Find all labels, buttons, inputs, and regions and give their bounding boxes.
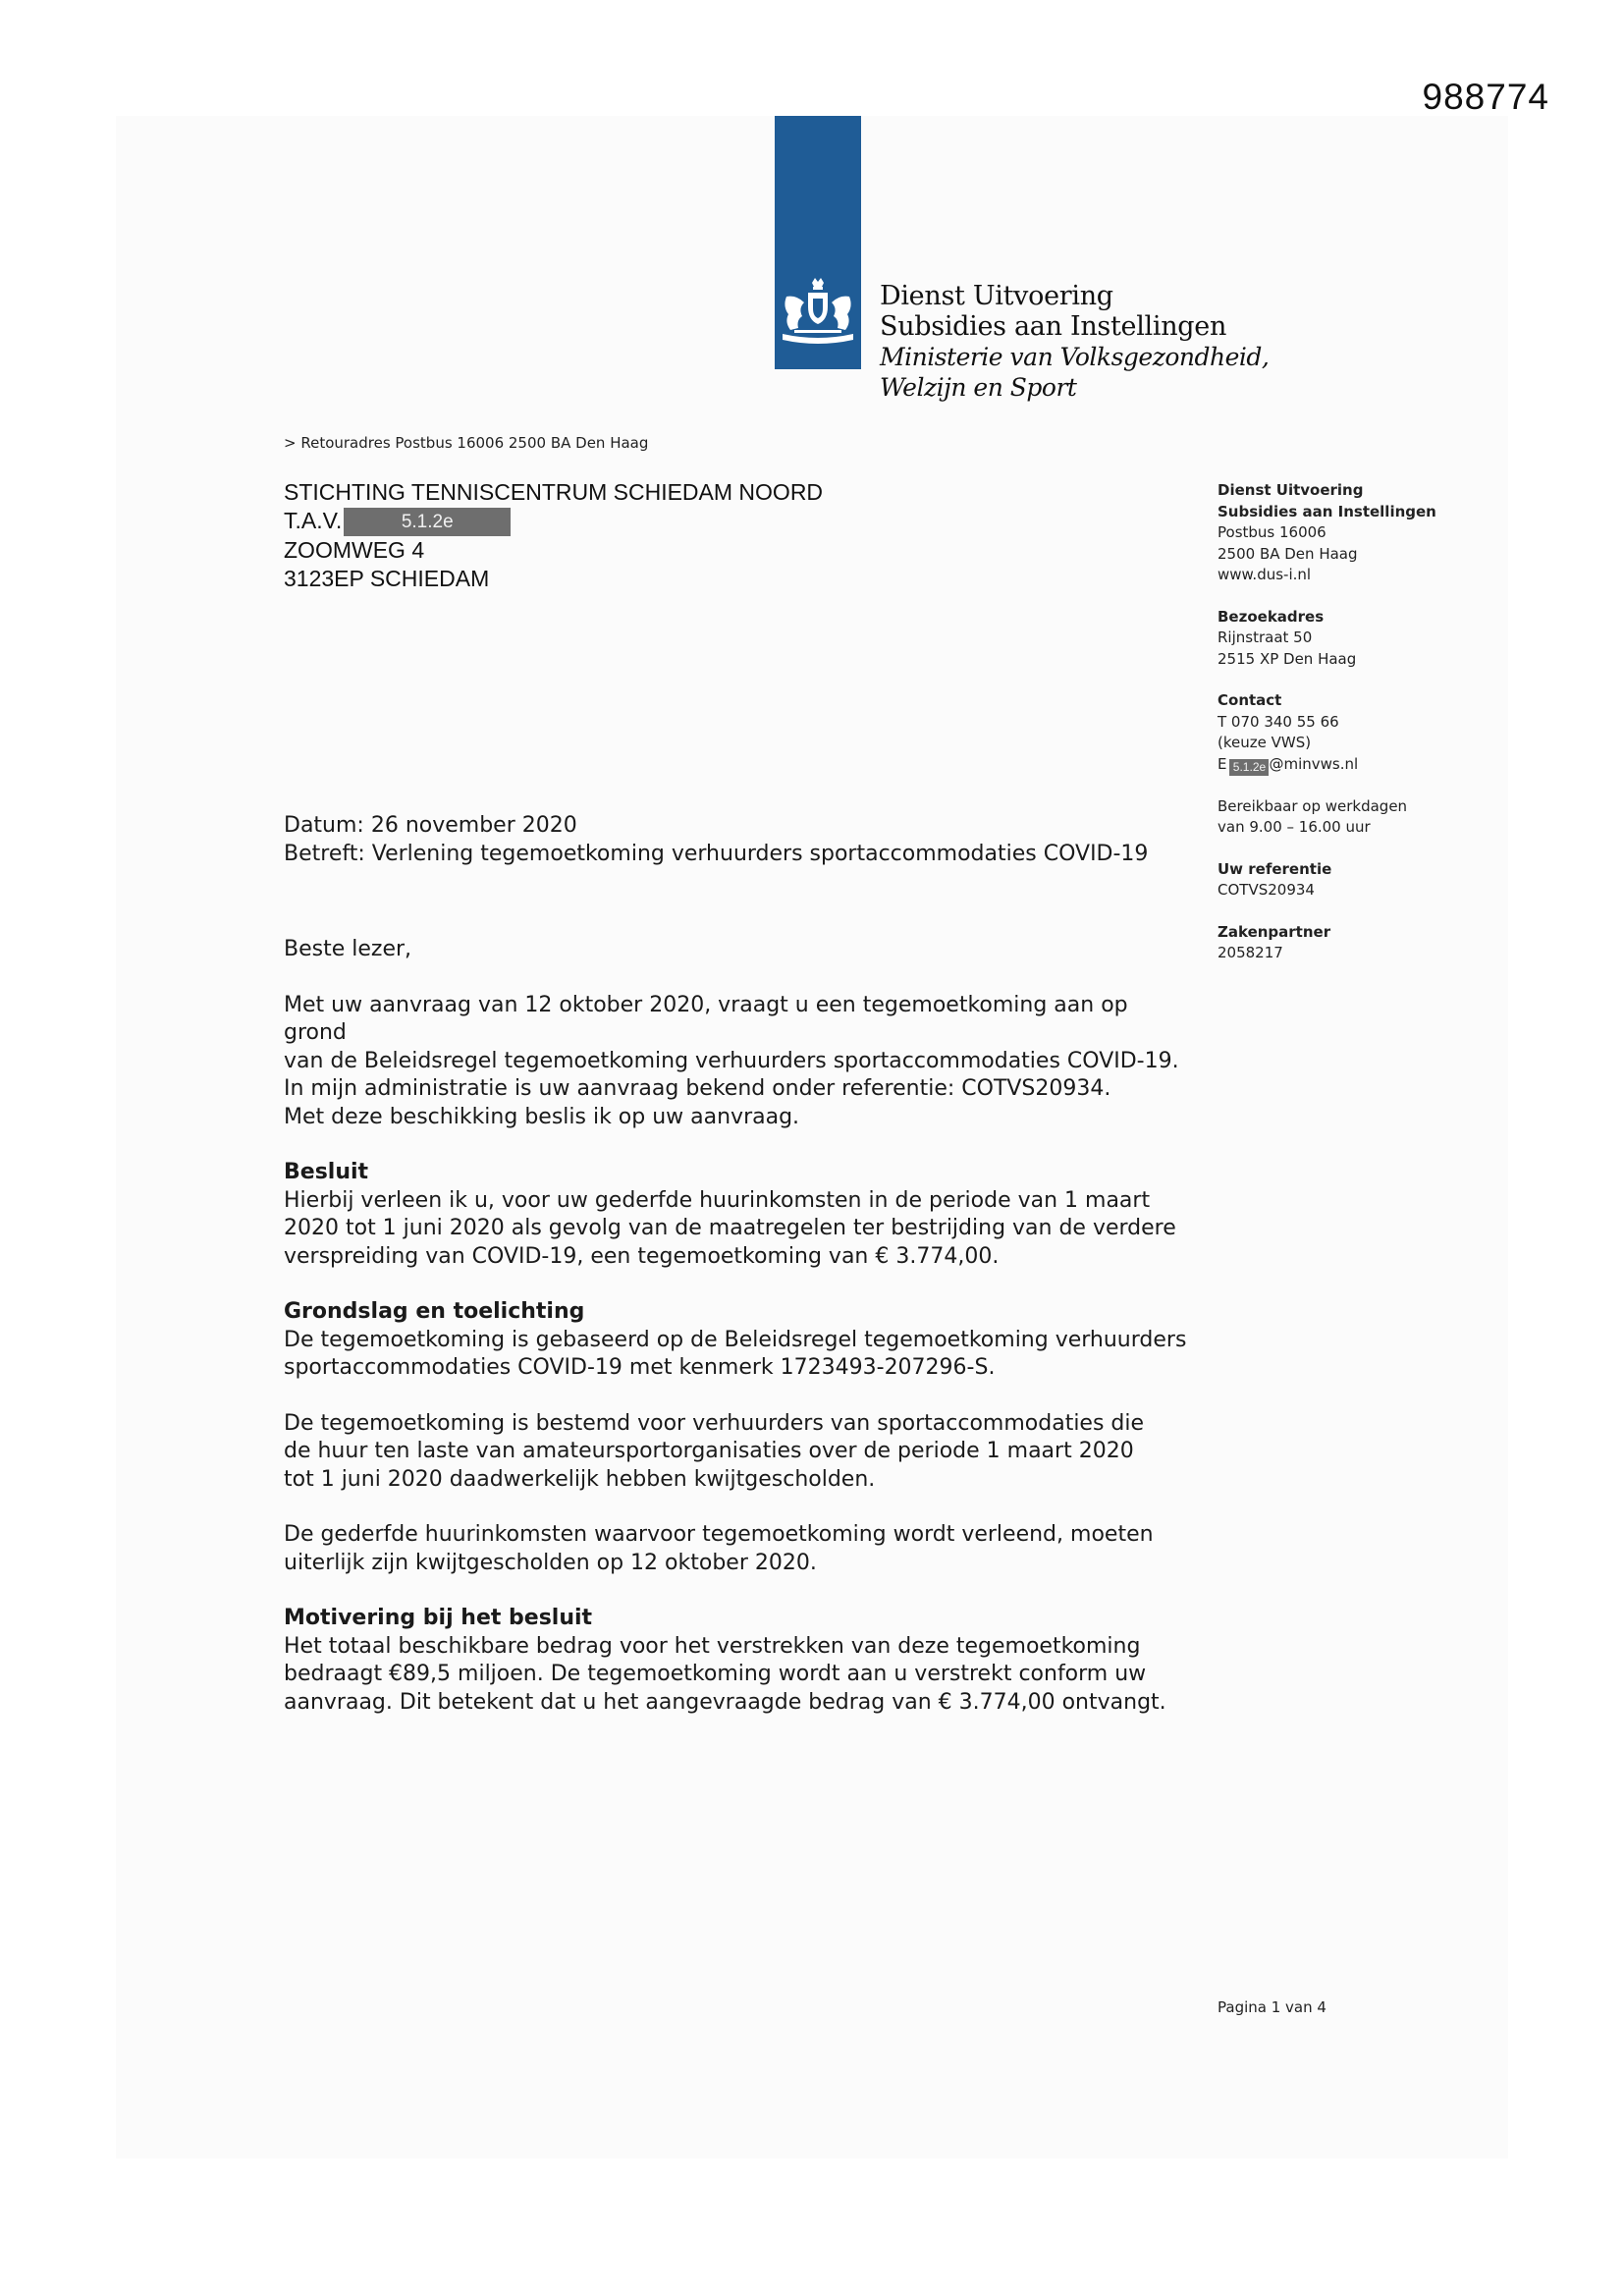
- logo-bar: [775, 116, 861, 369]
- text-line: In mijn administratie is uw aanvraag bekend onder referentie: COTVS20934.: [284, 1076, 1111, 1101]
- text-line: sportaccommodaties COVID-19 met kenmerk 1723493-207296-S.: [284, 1355, 996, 1380]
- addressee-city: 3123EP SCHIEDAM: [284, 566, 490, 592]
- sender-name-sub: Subsidies aan Instellingen: [1218, 502, 1436, 520]
- logo-line-ministry: Ministerie van Volksgezondheid,: [880, 343, 1270, 371]
- visit-address-heading: Bezoekadres: [1218, 607, 1325, 626]
- addressee-street: ZOOMWEG 4: [284, 537, 425, 564]
- text-line: De tegemoetkoming is bestemd voor verhuurders van sportaccommodaties die: [284, 1410, 1145, 1436]
- document-number: 988774: [1422, 77, 1549, 117]
- email-prefix: E: [1218, 754, 1227, 773]
- salutation: Beste lezer,: [284, 937, 412, 961]
- addressee-tav: [284, 507, 823, 536]
- letter-date: Datum: 26 november 2020: [284, 813, 577, 838]
- redaction-mark: 5.1.2e: [344, 508, 511, 536]
- sender-name: Dienst Uitvoering: [1218, 481, 1364, 499]
- text-line: Hierbij verleen ik u, voor uw gederfde huurinkomsten in de periode van 1 maart: [284, 1187, 1151, 1213]
- contact-phone-note: (keuze VWS): [1218, 734, 1312, 751]
- reference-block: [1218, 859, 1502, 902]
- visit-address-block: [1218, 607, 1502, 671]
- partner-block: [1218, 922, 1502, 964]
- text-line: aanvraag. Dit betekent dat u het aangevraagde bedrag van € 3.774,00 ontvangt.: [284, 1689, 1166, 1715]
- contact-phone: T 070 340 55 66: [1218, 712, 1339, 731]
- visit-address-street: Rijnstraat 50: [1218, 629, 1313, 646]
- sidebar-contact-info: [1218, 480, 1502, 985]
- hours-block: [1218, 796, 1502, 839]
- text-line: De tegemoetkoming is gebaseerd op de Beleidsregel tegemoetkoming verhuurders: [284, 1327, 1187, 1352]
- text-line: verspreiding van COVID-19, een tegemoetkoming van € 3.774,00.: [284, 1243, 1000, 1269]
- grondslag-paragraph-2: [284, 1410, 1197, 1495]
- hours-line: Bereikbaar op werkdagen: [1218, 796, 1408, 815]
- motivering-section: [284, 1605, 1197, 1717]
- logo-line-agency: Dienst Uitvoering: [880, 281, 1113, 311]
- contact-email: [1218, 754, 1502, 776]
- sender-website[interactable]: www.dus-i.nl: [1218, 566, 1312, 583]
- text-line: bedraagt €89,5 miljoen. De tegemoetkoming wordt aan u verstrekt conform uw: [284, 1662, 1147, 1686]
- sender-postbus: Postbus 16006: [1218, 523, 1326, 541]
- letter-subject: Betreft: Verlening tegemoetkoming verhuurders sportaccommodaties COVID-19: [284, 842, 1149, 866]
- text-line: Met uw aanvraag van 12 oktober 2020, vraagt u een tegemoetkoming aan op grond: [284, 992, 1128, 1045]
- sender-city: 2500 BA Den Haag: [1218, 544, 1358, 563]
- text-line: de huur ten laste van amateursportorganisaties over de periode 1 maart 2020: [284, 1439, 1134, 1463]
- sender-block: [1218, 480, 1502, 586]
- return-address: > Retouradres Postbus 16006 2500 BA Den Haag: [284, 434, 649, 452]
- text-line: van de Beleidsregel tegemoetkoming verhuurders sportaccommodaties COVID-19.: [284, 1048, 1179, 1073]
- text-line: 2020 tot 1 juni 2020 als gevolg van de maatregelen ter bestrijding van de verdere: [284, 1216, 1176, 1240]
- grondslag-section: [284, 1298, 1197, 1383]
- text-line: tot 1 juni 2020 daadwerkelijk hebben kwijtgescholden.: [284, 1466, 876, 1492]
- logo-line-ministry-sub: Welzijn en Sport: [880, 373, 1077, 402]
- hours-times: van 9.00 – 16.00 uur: [1218, 818, 1371, 836]
- text-line: De gederfde huurinkomsten waarvoor tegemoetkoming wordt verleend, moeten: [284, 1522, 1154, 1547]
- email-domain: @minvws.nl: [1269, 754, 1359, 773]
- intro-paragraph: [284, 992, 1197, 1132]
- addressee-name: STICHTING TENNISCENTRUM SCHIEDAM NOORD: [284, 479, 824, 505]
- email-redaction-mark: 5.1.2e: [1229, 759, 1269, 776]
- grondslag-paragraph-3: [284, 1521, 1197, 1577]
- text-line: Het totaal beschikbare bedrag voor het verstrekken van deze tegemoetkoming: [284, 1633, 1141, 1659]
- text-line: Met deze beschikking beslis ik op uw aanvraag.: [284, 1104, 800, 1129]
- contact-heading: Contact: [1218, 691, 1282, 709]
- visit-address-city: 2515 XP Den Haag: [1218, 649, 1357, 668]
- besluit-section: [284, 1159, 1197, 1271]
- motivering-heading: Motivering bij het besluit: [284, 1606, 593, 1630]
- addressee-block: [284, 478, 823, 593]
- reference-value: COTVS20934: [1218, 881, 1315, 899]
- page-number: Pagina 1 van 4: [1218, 1998, 1326, 2016]
- tav-label: T.A.V.: [284, 508, 343, 533]
- partner-heading: Zakenpartner: [1218, 922, 1331, 941]
- logo-line-agency-sub: Subsidies aan Instellingen: [880, 311, 1227, 342]
- text-line: uiterlijk zijn kwijtgescholden op 12 oktober 2020.: [284, 1550, 817, 1575]
- letter-body: [284, 936, 1197, 1717]
- royal-coat-of-arms-icon: [775, 277, 861, 355]
- partner-value: 2058217: [1218, 944, 1283, 961]
- logo-wordmark: [880, 281, 1269, 403]
- contact-block: [1218, 690, 1502, 776]
- letter-meta: [284, 811, 1148, 868]
- besluit-heading: Besluit: [284, 1160, 369, 1184]
- reference-heading: Uw referentie: [1218, 859, 1332, 878]
- grondslag-heading: Grondslag en toelichting: [284, 1299, 585, 1324]
